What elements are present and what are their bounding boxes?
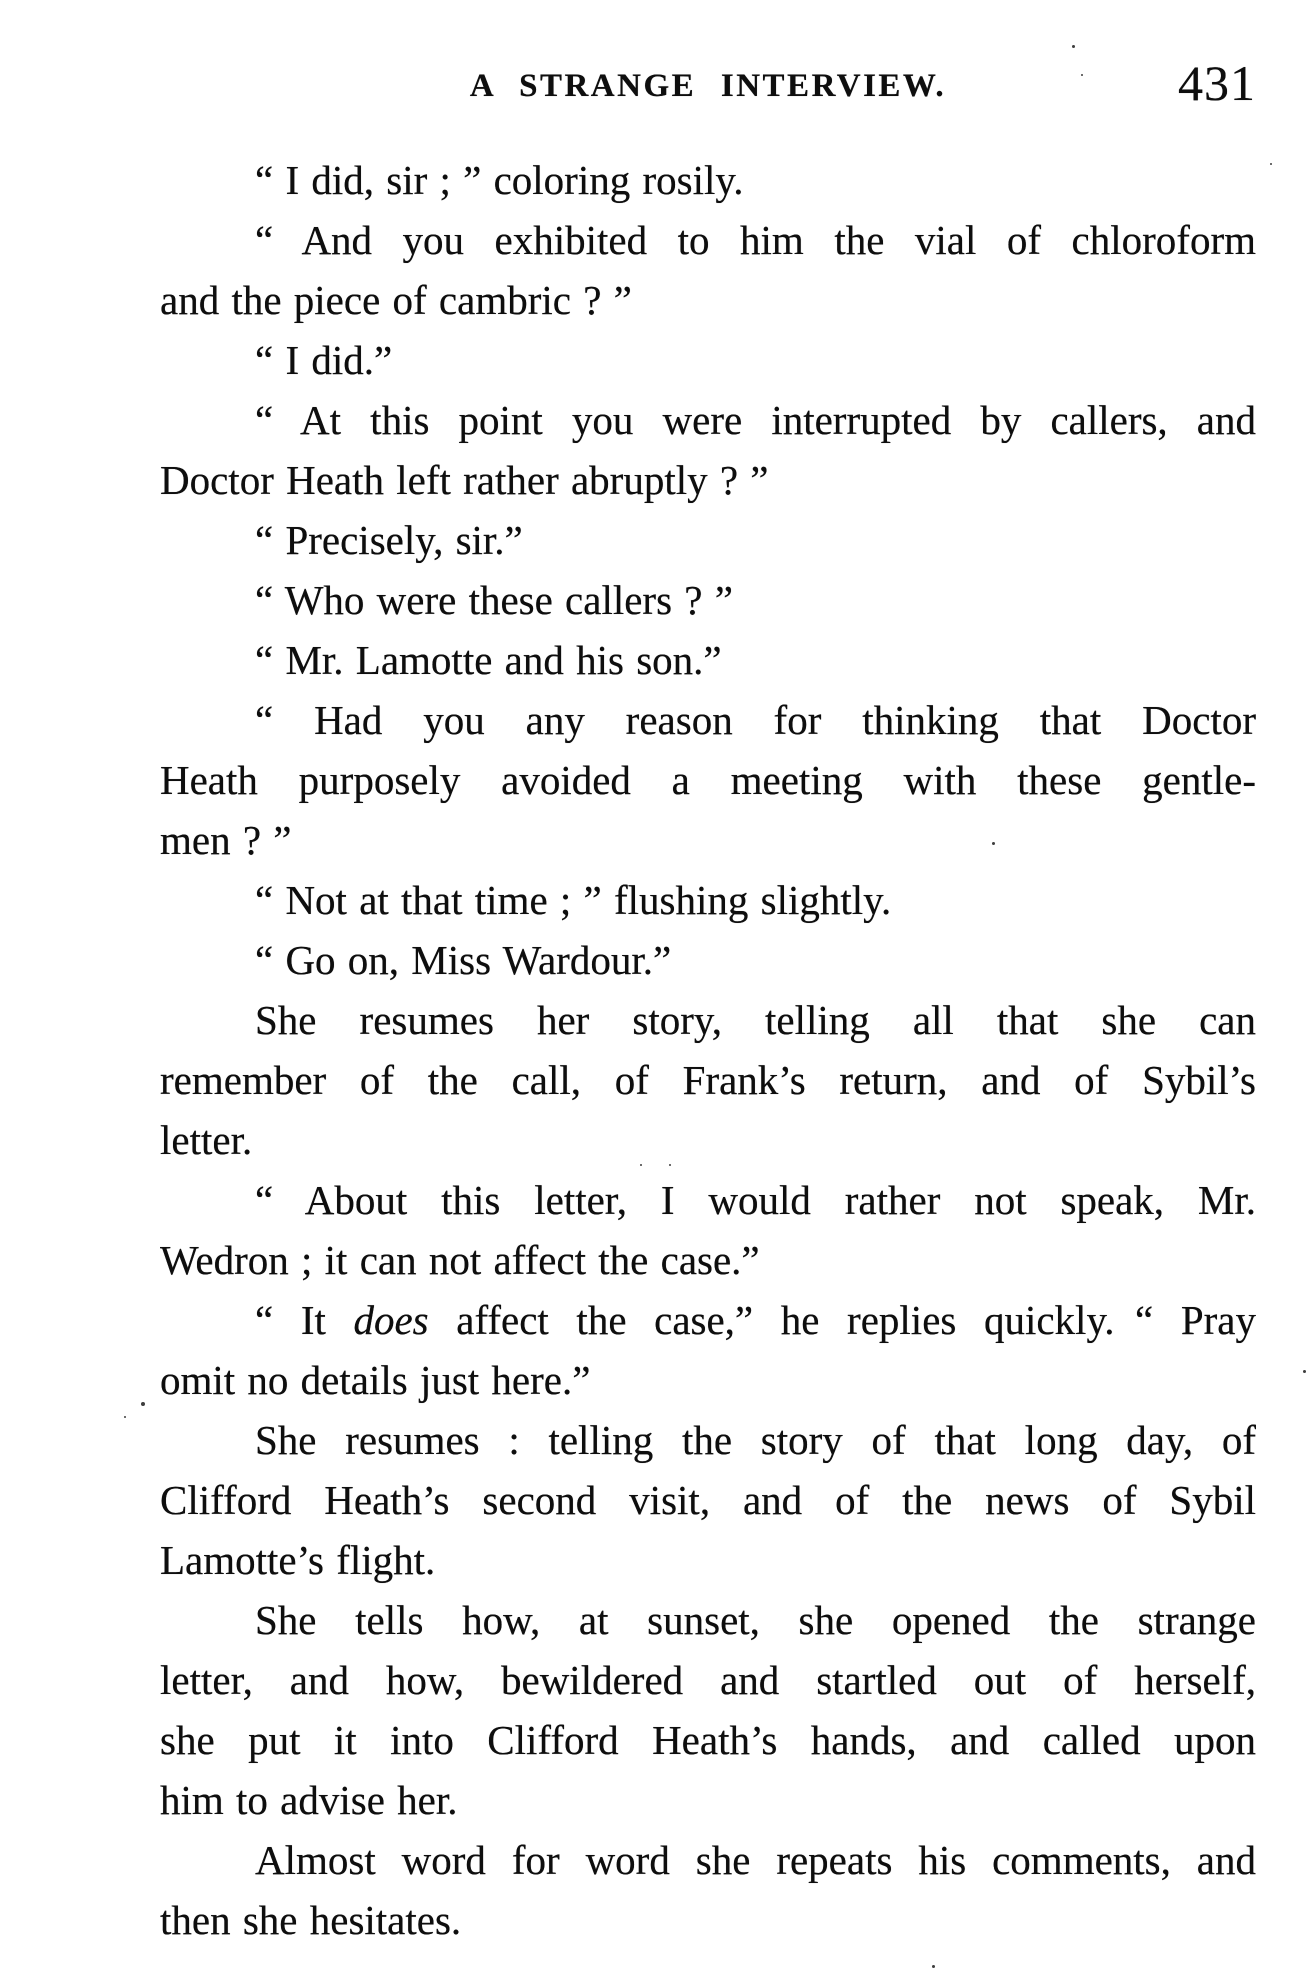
text-segment: “ Go on, Miss Wardour.” [255, 937, 672, 983]
paragraph [160, 1170, 1256, 1290]
text-line [160, 870, 1256, 930]
text-line [160, 450, 1256, 510]
text-line [160, 1650, 1256, 1710]
text-line [160, 570, 1256, 630]
scan-speckle [1072, 45, 1075, 48]
text-line [160, 1350, 1256, 1410]
scan-speckle [669, 1164, 671, 1166]
paragraph [160, 1590, 1256, 1830]
paragraph [160, 870, 1256, 930]
text-segment: men ? ” [160, 817, 292, 863]
text-segment: She resumes : telling the story of that long day, of [255, 1417, 1256, 1463]
text-segment: she put it into Clifford Heath’s hands, and called upon [160, 1717, 1256, 1763]
text-segment: She tells how, at sunset, she opened the strange [255, 1597, 1256, 1643]
text-segment: “ At this point you were interrupted by callers, and [255, 397, 1256, 443]
text-segment: “ It [255, 1297, 354, 1343]
text-segment: him to advise her. [160, 1777, 458, 1823]
scan-speckle [932, 1965, 935, 1968]
text-segment: and the piece of cambric ? ” [160, 277, 632, 323]
text-line [160, 1290, 1256, 1350]
text-segment: “ Precisely, sir.” [255, 517, 523, 563]
text-segment: “ Had you any reason for thinking that Doctor [255, 697, 1256, 743]
scan-speckle [640, 1164, 642, 1166]
text-line [160, 1170, 1256, 1230]
text-line [160, 750, 1256, 810]
scan-speckle [1270, 163, 1272, 165]
text-line [160, 690, 1256, 750]
text-line [160, 1230, 1256, 1290]
text-line [160, 210, 1256, 270]
text-segment: Wedron ; it can not affect the case.” [160, 1237, 760, 1283]
text-segment: omit no details just here.” [160, 1357, 591, 1403]
paragraph [160, 570, 1256, 630]
text-line [160, 630, 1256, 690]
text-line [160, 1530, 1256, 1590]
paragraph [160, 1410, 1256, 1590]
text-line [160, 1110, 1256, 1170]
scan-speckle [992, 842, 995, 845]
text-line [160, 1590, 1256, 1650]
text-segment: letter, and how, bewildered and startled out of herself, [160, 1657, 1256, 1703]
text-line [160, 1050, 1256, 1110]
text-line [160, 1470, 1256, 1530]
text-line [160, 1410, 1256, 1470]
text-segment: remember of the call, of Frank’s return, and of Sybil’s [160, 1057, 1256, 1103]
body-text-block [160, 150, 1256, 1950]
paragraph [160, 930, 1256, 990]
text-segment: “ I did.” [255, 337, 393, 383]
paragraph [160, 690, 1256, 870]
text-segment: Clifford Heath’s second visit, and of the news of Sybil [160, 1477, 1256, 1523]
paragraph [160, 510, 1256, 570]
paragraph [160, 150, 1256, 210]
paragraph [160, 390, 1256, 510]
text-line [160, 1710, 1256, 1770]
text-line [160, 930, 1256, 990]
page-number: 431 [1178, 55, 1256, 111]
text-segment: She resumes her story, telling all that she can [255, 997, 1256, 1043]
text-line [160, 990, 1256, 1050]
text-segment: “ Who were these callers ? ” [255, 577, 733, 623]
italic-text: does [353, 1297, 429, 1343]
text-segment: “ And you exhibited to him the vial of chloroform [255, 217, 1256, 263]
text-line [160, 1890, 1256, 1950]
text-segment: Doctor Heath left rather abruptly ? ” [160, 457, 769, 503]
text-segment: then she hesitates. [160, 1897, 462, 1943]
scan-speckle [124, 1416, 126, 1418]
text-line [160, 510, 1256, 570]
text-line [160, 330, 1256, 390]
paragraph [160, 1290, 1256, 1410]
text-segment: Heath purposely avoided a meeting with these gentle- [160, 757, 1256, 803]
text-segment: “ I did, sir ; ” coloring rosily. [255, 157, 744, 203]
text-line [160, 1830, 1256, 1890]
text-line [160, 390, 1256, 450]
paragraph [160, 630, 1256, 690]
text-line [160, 270, 1256, 330]
paragraph [160, 330, 1256, 390]
text-line [160, 810, 1256, 870]
text-segment: Almost word for word she repeats his comments, and [255, 1837, 1256, 1883]
text-segment: affect the case,” he replies quickly. “ Pray [428, 1297, 1256, 1343]
text-segment: “ About this letter, I would rather not speak, Mr. [255, 1177, 1256, 1223]
paragraph [160, 1830, 1256, 1950]
paragraph [160, 210, 1256, 330]
text-segment: “ Mr. Lamotte and his son.” [255, 637, 722, 683]
scan-speckle [141, 1402, 145, 1406]
text-segment: Lamotte’s flight. [160, 1537, 436, 1583]
text-line [160, 1770, 1256, 1830]
running-head-title: A STRANGE INTERVIEW. [469, 68, 947, 104]
scan-speckle [1303, 1370, 1306, 1373]
text-segment: “ Not at that time ; ” flushing slightly. [255, 877, 892, 923]
scan-speckle [1081, 74, 1083, 76]
paragraph [160, 990, 1256, 1170]
text-line [160, 150, 1256, 210]
text-segment: letter. [160, 1117, 253, 1163]
